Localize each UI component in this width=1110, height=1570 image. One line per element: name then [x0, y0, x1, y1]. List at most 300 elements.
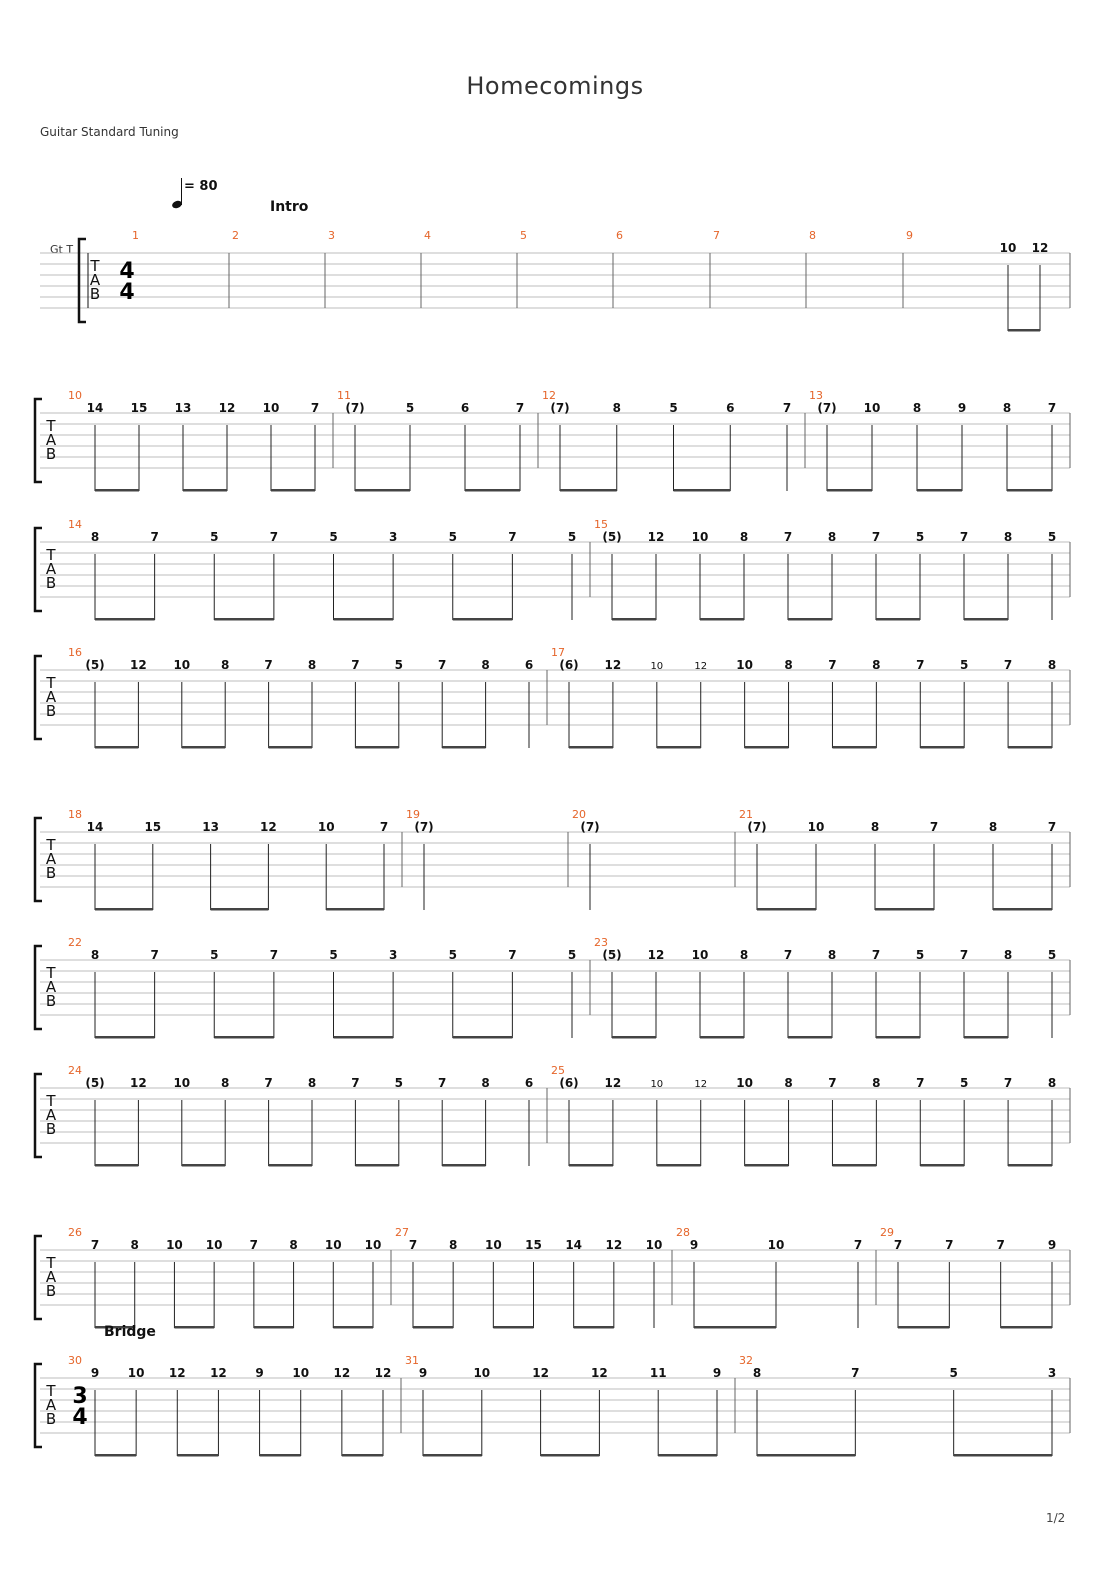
note-beam: [333, 1326, 373, 1329]
fret-number: 9: [90, 1366, 100, 1380]
fret-number: 7: [929, 820, 939, 834]
fret-number: 7: [996, 1238, 1005, 1252]
fret-number: 10: [317, 820, 335, 834]
fret-number: 12: [130, 1076, 147, 1090]
measure-number: 18: [68, 808, 82, 821]
note-beam: [214, 1036, 274, 1039]
fret-number: 8: [612, 401, 621, 415]
fret-number: 12: [1031, 241, 1049, 255]
tab-clef-letter: T: [46, 1382, 56, 1400]
fret-number: 5: [1047, 530, 1057, 544]
note-beam: [920, 1164, 964, 1167]
fret-number: 9: [418, 1366, 428, 1380]
time-signature-bottom: 4: [119, 280, 135, 305]
fret-number: 10: [691, 530, 709, 544]
fret-number: 8: [739, 530, 749, 544]
section-label: Intro: [270, 199, 309, 215]
fret-number: 5: [915, 530, 925, 544]
note-beam: [745, 746, 789, 749]
note-beam: [1008, 329, 1040, 332]
measure-number: 30: [68, 1354, 82, 1367]
measure-number: 24: [68, 1064, 82, 1077]
measure-number: 8: [809, 229, 816, 242]
fret-number: 7: [828, 658, 837, 672]
note-beam: [700, 618, 744, 621]
fret-number: 8: [872, 1076, 881, 1090]
fret-number: 7: [264, 658, 273, 672]
fret-number: 7: [871, 530, 881, 544]
fret-number: 13: [202, 820, 219, 834]
note-beam: [493, 1326, 533, 1329]
note-beam: [788, 1036, 832, 1039]
measure-number: 9: [906, 229, 913, 242]
fret-number: 5: [210, 530, 219, 544]
fret-number: 8: [481, 658, 490, 672]
tab-clef-letter: A: [45, 688, 57, 706]
fret-number: 12: [532, 1366, 549, 1380]
measure-number: 25: [551, 1064, 565, 1077]
time-signature-top: 3: [72, 1384, 88, 1409]
fret-number: 8: [307, 658, 317, 672]
fret-number: 10: [173, 658, 191, 672]
system-bracket: [35, 1236, 42, 1319]
note-beam: [657, 746, 701, 749]
fret-number: 12: [604, 1076, 622, 1090]
note-beam: [355, 489, 410, 492]
fret-number: 7: [893, 1238, 903, 1252]
system-bracket: [35, 656, 42, 739]
fret-number: 5: [960, 1076, 969, 1090]
fret-number: 5: [567, 530, 577, 544]
note-beam: [442, 746, 485, 749]
fret-number: 7: [264, 1076, 273, 1090]
tab-clef-letter: A: [45, 978, 57, 996]
measure-number: 15: [594, 518, 608, 531]
note-beam: [574, 1326, 614, 1329]
fret-number: 8: [1047, 1076, 1057, 1090]
tab-clef-letter: B: [45, 702, 57, 720]
fret-number: 7: [351, 1076, 360, 1090]
fret-number: (5): [602, 530, 622, 544]
measure-number: 29: [880, 1226, 894, 1239]
fret-number: (7): [550, 401, 570, 415]
fret-number: 5: [329, 530, 338, 544]
tab-clef-letter: T: [46, 546, 56, 564]
fret-number: 8: [90, 948, 100, 962]
fret-number: 10: [364, 1238, 382, 1252]
fret-number: 7: [783, 948, 793, 962]
fret-number: 7: [438, 1076, 447, 1090]
tab-clef-letter: A: [45, 1106, 57, 1124]
fret-number: 12: [210, 1366, 227, 1380]
fret-number: 8: [739, 948, 749, 962]
note-beam: [423, 1454, 482, 1457]
note-beam: [214, 618, 274, 621]
fret-number: 7: [310, 401, 320, 415]
fret-number: 5: [394, 658, 403, 672]
tab-clef-letter: A: [45, 850, 57, 868]
note-beam: [757, 1454, 855, 1457]
fret-number: 12: [130, 658, 147, 672]
fret-number: 12: [168, 1366, 186, 1380]
tab-clef-letter: T: [46, 674, 56, 692]
fret-number: 7: [150, 948, 159, 962]
fret-number: 12: [647, 948, 665, 962]
fret-number: 5: [949, 1366, 958, 1380]
fret-number: 14: [86, 401, 104, 415]
note-beam: [788, 618, 832, 621]
fret-number: 9: [689, 1238, 699, 1252]
fret-number: 10: [807, 820, 825, 834]
note-beam: [254, 1326, 294, 1329]
fret-number: 7: [408, 1238, 418, 1252]
tab-clef-letter: B: [45, 992, 57, 1010]
fret-number: 12: [218, 401, 236, 415]
fret-number: 7: [851, 1366, 860, 1380]
system-bracket: [79, 239, 86, 322]
fret-number: 10: [863, 401, 881, 415]
fret-number: 7: [90, 1238, 100, 1252]
fret-number: 10: [127, 1366, 145, 1380]
measure-number: 6: [616, 229, 623, 242]
fret-number: (7): [817, 401, 837, 415]
fret-number: 8: [784, 658, 793, 672]
fret-number: 10: [205, 1238, 223, 1252]
measure-number: 28: [676, 1226, 690, 1239]
fret-number: 7: [379, 820, 389, 834]
fret-number: 8: [1003, 948, 1013, 962]
note-beam: [326, 908, 384, 911]
note-beam: [1008, 1164, 1052, 1167]
fret-number: 10: [292, 1366, 310, 1380]
note-beam: [612, 1036, 656, 1039]
note-beam: [898, 1326, 949, 1329]
fret-number: (7): [414, 820, 434, 834]
note-beam: [920, 746, 964, 749]
fret-number: 10: [484, 1238, 502, 1252]
note-beam: [182, 746, 225, 749]
fret-number: 14: [565, 1238, 583, 1252]
measure-number: 16: [68, 646, 82, 659]
fret-number: 10: [691, 948, 709, 962]
tab-clef-letter: A: [45, 1268, 57, 1286]
note-beam: [355, 746, 398, 749]
measure-number: 23: [594, 936, 608, 949]
tab-clef-letter: A: [45, 560, 57, 578]
fret-number: 7: [871, 948, 881, 962]
fret-number: 8: [827, 948, 837, 962]
fret-number: 15: [525, 1238, 542, 1252]
fret-number: 14: [86, 820, 104, 834]
fret-number: 5: [960, 658, 969, 672]
note-beam: [334, 618, 394, 621]
note-beam: [260, 1454, 301, 1457]
tab-clef-letter: T: [90, 257, 100, 275]
fret-number: 7: [1047, 401, 1057, 415]
note-beam: [413, 1326, 453, 1329]
fret-number: 8: [221, 658, 230, 672]
fret-number: 5: [915, 948, 925, 962]
note-beam: [745, 1164, 789, 1167]
section-label: Bridge: [104, 1324, 156, 1340]
fret-number: 10: [473, 1366, 491, 1380]
fret-number: 10: [324, 1238, 342, 1252]
fret-number: 8: [90, 530, 100, 544]
fret-number: 3: [388, 948, 398, 962]
tab-clef-letter: T: [46, 1092, 56, 1110]
fret-number: 8: [870, 820, 880, 834]
note-beam: [269, 746, 312, 749]
note-beam: [541, 1454, 600, 1457]
fret-number: 8: [289, 1238, 298, 1252]
fret-number: 8: [784, 1076, 793, 1090]
fret-number: 5: [210, 948, 219, 962]
instrument-label: Gt T: [50, 243, 74, 256]
fret-number: 7: [783, 530, 793, 544]
fret-number: 15: [144, 820, 162, 834]
tab-clef-letter: A: [45, 431, 57, 449]
fret-number: 6: [460, 401, 470, 415]
fret-number: (6): [559, 658, 579, 672]
fret-number: 10: [650, 661, 664, 672]
fret-number: (7): [747, 820, 767, 834]
note-beam: [832, 1164, 876, 1167]
fret-number: 7: [916, 1076, 925, 1090]
tab-clef-letter: T: [46, 836, 56, 854]
measure-number: 3: [328, 229, 335, 242]
note-beam: [569, 746, 613, 749]
time-signature-bottom: 4: [72, 1405, 88, 1430]
note-beam: [269, 1164, 312, 1167]
note-beam: [465, 489, 520, 492]
note-beam: [876, 618, 920, 621]
fret-number: 7: [508, 948, 517, 962]
note-beam: [355, 1164, 398, 1167]
note-beam: [876, 1036, 920, 1039]
tuning-label: Guitar Standard Tuning: [40, 125, 179, 139]
tab-clef-letter: T: [46, 964, 56, 982]
fret-number: 8: [221, 1076, 230, 1090]
measure-number: 26: [68, 1226, 82, 1239]
note-beam: [177, 1454, 218, 1457]
fret-number: 7: [150, 530, 159, 544]
note-beam: [674, 489, 731, 492]
note-beam: [827, 489, 872, 492]
measure-number: 17: [551, 646, 565, 659]
fret-number: 7: [249, 1238, 259, 1252]
fret-number: 8: [988, 820, 998, 834]
tab-system: [35, 1324, 1070, 1457]
fret-number: 5: [567, 948, 577, 962]
measure-number: 5: [520, 229, 527, 242]
fret-number: 7: [828, 1076, 837, 1090]
measure-number: 27: [395, 1226, 409, 1239]
fret-number: 10: [767, 1238, 785, 1252]
fret-number: 7: [438, 658, 447, 672]
note-beam: [560, 489, 617, 492]
tab-system: [35, 646, 1070, 749]
fret-number: (7): [580, 820, 600, 834]
fret-number: 5: [448, 530, 457, 544]
tab-clef-letter: B: [45, 1410, 57, 1428]
fret-number: 7: [1047, 820, 1057, 834]
system-bracket: [35, 1364, 42, 1447]
measure-number: 13: [809, 389, 823, 402]
system-bracket: [35, 528, 42, 611]
system-bracket: [35, 1074, 42, 1157]
fret-number: 11: [649, 1366, 667, 1380]
fret-number: 7: [269, 530, 279, 544]
fret-number: 7: [1003, 1076, 1013, 1090]
measure-number: 7: [713, 229, 720, 242]
measure-number: 10: [68, 389, 82, 402]
system-bracket: [35, 818, 42, 901]
note-beam: [442, 1164, 485, 1167]
measure-number: 14: [68, 518, 82, 531]
note-beam: [612, 618, 656, 621]
fret-number: 5: [394, 1076, 403, 1090]
tab-system: [35, 1064, 1070, 1167]
fret-number: 8: [448, 1238, 458, 1252]
tab-clef-letter: B: [45, 1120, 57, 1138]
fret-number: 5: [329, 948, 338, 962]
fret-number: 7: [782, 401, 792, 415]
note-beam: [271, 489, 315, 492]
tab-system: [35, 518, 1070, 621]
system-bracket: [35, 946, 42, 1029]
fret-number: (5): [85, 1076, 105, 1090]
note-beam: [182, 1164, 225, 1167]
fret-number: 9: [1047, 1238, 1057, 1252]
note-beam: [964, 1036, 1008, 1039]
fret-number: (5): [602, 948, 622, 962]
fret-number: 12: [591, 1366, 608, 1380]
tab-clef-letter: B: [45, 445, 57, 463]
tab-clef-letter: A: [45, 1396, 57, 1414]
fret-number: 12: [604, 658, 622, 672]
fret-number: 5: [669, 401, 678, 415]
fret-number: 8: [752, 1366, 762, 1380]
note-beam: [657, 1164, 701, 1167]
note-beam: [95, 489, 139, 492]
fret-number: 10: [736, 658, 753, 672]
measure-number: 12: [542, 389, 556, 402]
note-beam: [954, 1454, 1052, 1457]
tab-clef-letter: T: [46, 417, 56, 435]
fret-number: (5): [85, 658, 105, 672]
note-beam: [1001, 1326, 1052, 1329]
note-beam: [875, 908, 934, 911]
fret-number: 9: [712, 1366, 722, 1380]
fret-number: 10: [645, 1238, 663, 1252]
note-beam: [569, 1164, 613, 1167]
fret-number: 8: [130, 1238, 139, 1252]
system-bracket: [35, 399, 42, 482]
note-beam: [832, 746, 876, 749]
fret-number: 3: [388, 530, 398, 544]
measure-number: 21: [739, 808, 753, 821]
note-beam: [658, 1454, 717, 1457]
fret-number: 12: [694, 661, 708, 672]
note-beam: [1007, 489, 1052, 492]
tab-clef-letter: B: [45, 864, 57, 882]
page-number: 1/2: [1046, 1511, 1066, 1525]
fret-number: 15: [130, 401, 148, 415]
tab-clef-letter: B: [45, 574, 57, 592]
fret-number: 7: [508, 530, 517, 544]
measure-number: 11: [337, 389, 351, 402]
tab-clef-letter: B: [45, 1282, 57, 1300]
fret-number: 8: [1003, 530, 1013, 544]
tab-system: [35, 808, 1070, 911]
time-signature-top: 4: [119, 259, 135, 284]
note-beam: [95, 746, 138, 749]
fret-number: 12: [333, 1366, 351, 1380]
tab-clef-letter: B: [89, 285, 101, 303]
fret-number: 8: [827, 530, 837, 544]
fret-number: 10: [173, 1076, 191, 1090]
tab-clef-letter: T: [46, 1254, 56, 1272]
fret-number: 5: [405, 401, 415, 415]
note-beam: [1008, 746, 1052, 749]
measure-number: 22: [68, 936, 82, 949]
song-title: Homecomings: [466, 72, 644, 100]
fret-number: 12: [647, 530, 665, 544]
fret-number: 8: [481, 1076, 490, 1090]
fret-number: (7): [345, 401, 365, 415]
measure-number: 20: [572, 808, 586, 821]
fret-number: 13: [174, 401, 192, 415]
note-beam: [342, 1454, 383, 1457]
measure-number: 31: [405, 1354, 419, 1367]
note-beam: [757, 908, 816, 911]
note-beam: [993, 908, 1052, 911]
fret-number: 7: [853, 1238, 863, 1252]
note-beam: [917, 489, 962, 492]
fret-number: 7: [351, 658, 360, 672]
fret-number: 7: [1003, 658, 1013, 672]
fret-number: 9: [255, 1366, 264, 1380]
fret-number: 6: [726, 401, 735, 415]
note-beam: [453, 618, 513, 621]
measure-number: 19: [406, 808, 420, 821]
note-beam: [964, 618, 1008, 621]
fret-number: 7: [916, 658, 925, 672]
fret-number: (6): [559, 1076, 579, 1090]
fret-number: 7: [945, 1238, 954, 1252]
fret-number: 12: [694, 1079, 708, 1090]
note-beam: [174, 1326, 214, 1329]
note-beam: [700, 1036, 744, 1039]
fret-number: 7: [269, 948, 279, 962]
tab-system: [35, 389, 1070, 492]
measure-number: 1: [132, 229, 139, 242]
fret-number: 12: [260, 820, 277, 834]
fret-number: 7: [515, 401, 525, 415]
note-beam: [95, 618, 155, 621]
fret-number: 10: [650, 1079, 664, 1090]
fret-number: 10: [999, 241, 1017, 255]
measure-number: 32: [739, 1354, 753, 1367]
fret-number: 10: [736, 1076, 753, 1090]
tab-system: [35, 936, 1070, 1039]
measure-number: 4: [424, 229, 431, 242]
fret-number: 5: [448, 948, 457, 962]
note-beam: [183, 489, 227, 492]
measure-number: 2: [232, 229, 239, 242]
fret-number: 5: [1047, 948, 1057, 962]
fret-number: 8: [912, 401, 922, 415]
